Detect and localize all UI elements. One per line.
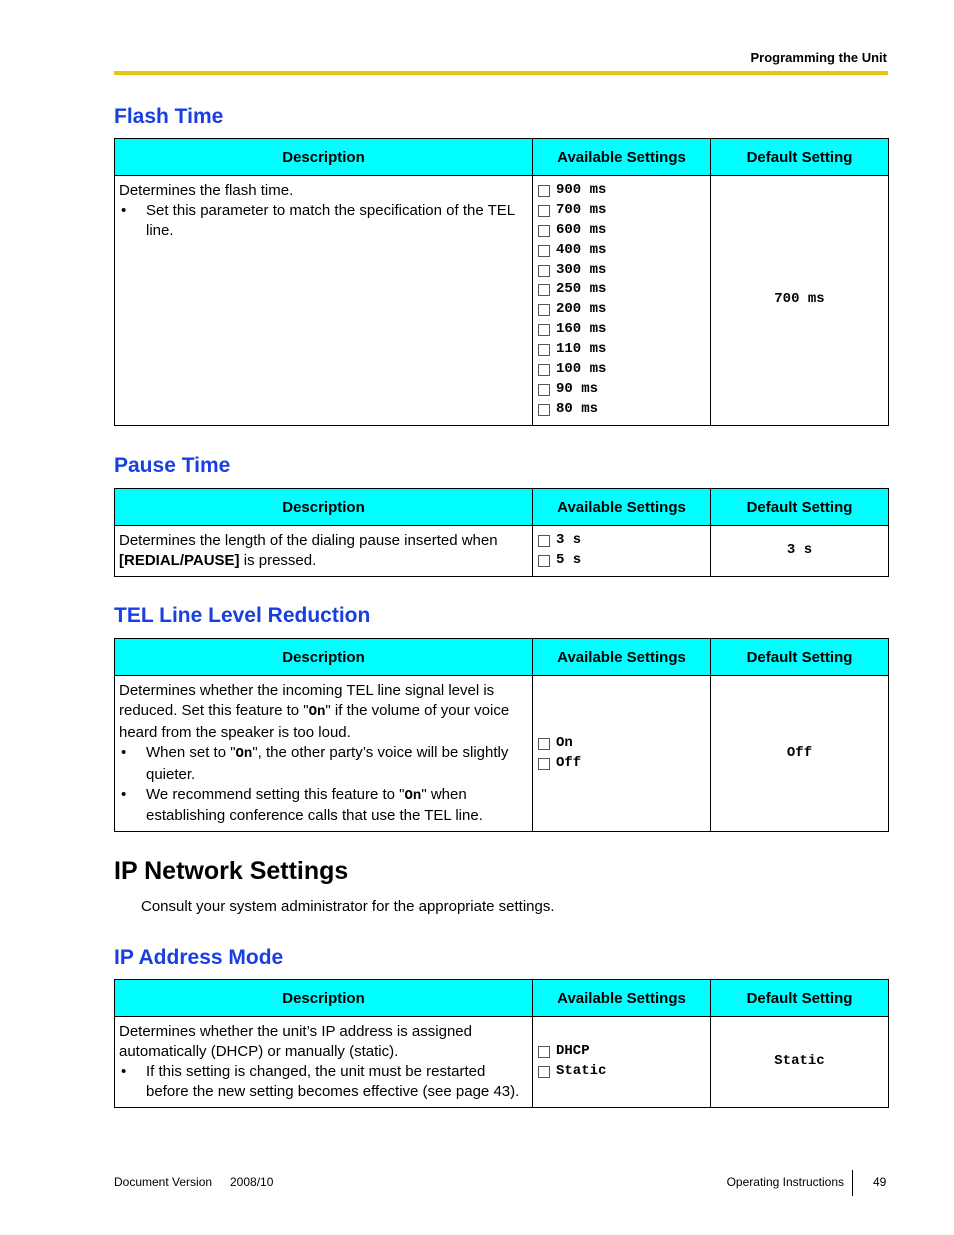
option-item[interactable]: 200 ms xyxy=(537,300,706,320)
option-item[interactable]: 80 ms xyxy=(537,400,706,420)
checkbox-icon[interactable] xyxy=(538,284,550,296)
ip-address-mode-table xyxy=(114,979,889,1108)
checkbox-icon[interactable] xyxy=(538,245,550,257)
pause-time-title: Pause Time xyxy=(114,454,231,477)
option-item[interactable]: Off xyxy=(537,754,706,774)
col-header-available: Available Settings xyxy=(533,489,711,526)
ip-address-mode-title: IP Address Mode xyxy=(114,946,284,969)
ip-network-intro: Consult your system administrator for the appropriate settings. xyxy=(141,898,555,915)
checkbox-icon[interactable] xyxy=(538,324,550,336)
option-item[interactable]: 300 ms xyxy=(537,261,706,281)
header-rule xyxy=(114,71,888,75)
checkbox-icon[interactable] xyxy=(538,1046,550,1058)
option-item[interactable]: 100 ms xyxy=(537,360,706,380)
checkbox-icon[interactable] xyxy=(538,265,550,277)
flash-time-options xyxy=(533,176,711,426)
footer-manual-name: Operating Instructions xyxy=(726,1175,844,1189)
col-header-available: Available Settings xyxy=(533,639,711,676)
option-item[interactable]: 160 ms xyxy=(537,320,706,340)
tel-line-description-cell xyxy=(115,676,533,832)
list-item: • Set this parameter to match the specification of the TEL line. xyxy=(121,201,515,239)
ip-address-mode-description-cell xyxy=(115,1017,533,1108)
col-header-description: Description xyxy=(115,639,533,676)
option-item[interactable]: On xyxy=(537,734,706,754)
list-item: • When set to "On", the other party’s voice will be slightly quieter. xyxy=(121,743,509,783)
bullet-icon: • xyxy=(121,201,127,219)
bullet-icon: • xyxy=(121,743,127,761)
col-header-default: Default Setting xyxy=(711,489,889,526)
checkbox-icon[interactable] xyxy=(538,535,550,547)
option-item[interactable]: 250 ms xyxy=(537,280,706,300)
running-header: Programming the Unit xyxy=(750,50,887,65)
checkbox-icon[interactable] xyxy=(538,304,550,316)
footer-divider xyxy=(852,1170,853,1196)
option-item[interactable]: 5 s xyxy=(537,551,706,571)
key-label: [REDIAL/PAUSE] xyxy=(119,551,240,569)
checkbox-icon[interactable] xyxy=(538,758,550,770)
col-header-description: Description xyxy=(115,489,533,526)
footer-doc-version: 2008/10 xyxy=(230,1175,274,1189)
tel-line-table xyxy=(114,638,889,832)
option-item[interactable]: 90 ms xyxy=(537,380,706,400)
flash-time-title: Flash Time xyxy=(114,105,224,128)
option-item[interactable]: Static xyxy=(537,1062,706,1082)
list-item: • If this setting is changed, the unit must be restarted before the new setting becomes effective (see page 43). xyxy=(121,1062,520,1100)
tel-line-description: Determines whether the incoming TEL line signal level is reduced. Set this feature to "On" if the volume of your voice heard from the speaker is too loud. xyxy=(119,682,510,741)
flash-time-default: 700 ms xyxy=(711,176,889,426)
checkbox-icon[interactable] xyxy=(538,384,550,396)
ip-address-mode-default: Static xyxy=(711,1017,889,1108)
checkbox-icon[interactable] xyxy=(538,404,550,416)
col-header-default: Default Setting xyxy=(711,980,889,1017)
option-item[interactable]: 400 ms xyxy=(537,241,706,261)
page-number: 49 xyxy=(873,1175,887,1189)
pause-time-description: Determines the length of the dialing pause inserted when [REDIAL/PAUSE] is pressed. xyxy=(115,526,533,577)
col-header-default: Default Setting xyxy=(711,639,889,676)
tel-line-options xyxy=(533,676,711,832)
pause-time-table xyxy=(114,488,889,577)
col-header-description: Description xyxy=(115,980,533,1017)
checkbox-icon[interactable] xyxy=(538,185,550,197)
ip-address-mode-options xyxy=(533,1017,711,1108)
bullet-icon: • xyxy=(121,785,127,803)
checkbox-icon[interactable] xyxy=(538,1066,550,1078)
checkbox-icon[interactable] xyxy=(538,555,550,567)
option-item[interactable]: DHCP xyxy=(537,1042,706,1062)
option-item[interactable]: 700 ms xyxy=(537,201,706,221)
flash-time-description-cell xyxy=(115,176,533,426)
checkbox-icon[interactable] xyxy=(538,225,550,237)
checkbox-icon[interactable] xyxy=(538,738,550,750)
option-item[interactable]: 3 s xyxy=(537,531,706,551)
footer-doc-label: Document Version xyxy=(114,1175,213,1189)
option-item[interactable]: 110 ms xyxy=(537,340,706,360)
ip-address-mode-description: Determines whether the unit’s IP address is assigned automatically (DHCP) or manually (static). xyxy=(119,1023,472,1060)
tel-line-default: Off xyxy=(711,676,889,832)
checkbox-icon[interactable] xyxy=(538,364,550,376)
pause-time-default: 3 s xyxy=(711,526,889,577)
col-header-default: Default Setting xyxy=(711,139,889,176)
bullet-icon: • xyxy=(121,1062,127,1080)
flash-time-table xyxy=(114,138,889,426)
checkbox-icon[interactable] xyxy=(538,205,550,217)
col-header-available: Available Settings xyxy=(533,139,711,176)
flash-time-description: Determines the flash time. xyxy=(119,182,294,199)
pause-time-options xyxy=(533,526,711,577)
option-item[interactable]: 900 ms xyxy=(537,181,706,201)
option-item[interactable]: 600 ms xyxy=(537,221,706,241)
list-item: • We recommend setting this feature to "On" when establishing conference calls that use the TEL line. xyxy=(121,785,483,825)
ip-network-settings-title: IP Network Settings xyxy=(114,857,349,885)
col-header-available: Available Settings xyxy=(533,980,711,1017)
col-header-description: Description xyxy=(115,139,533,176)
checkbox-icon[interactable] xyxy=(538,344,550,356)
tel-line-title: TEL Line Level Reduction xyxy=(114,604,371,627)
